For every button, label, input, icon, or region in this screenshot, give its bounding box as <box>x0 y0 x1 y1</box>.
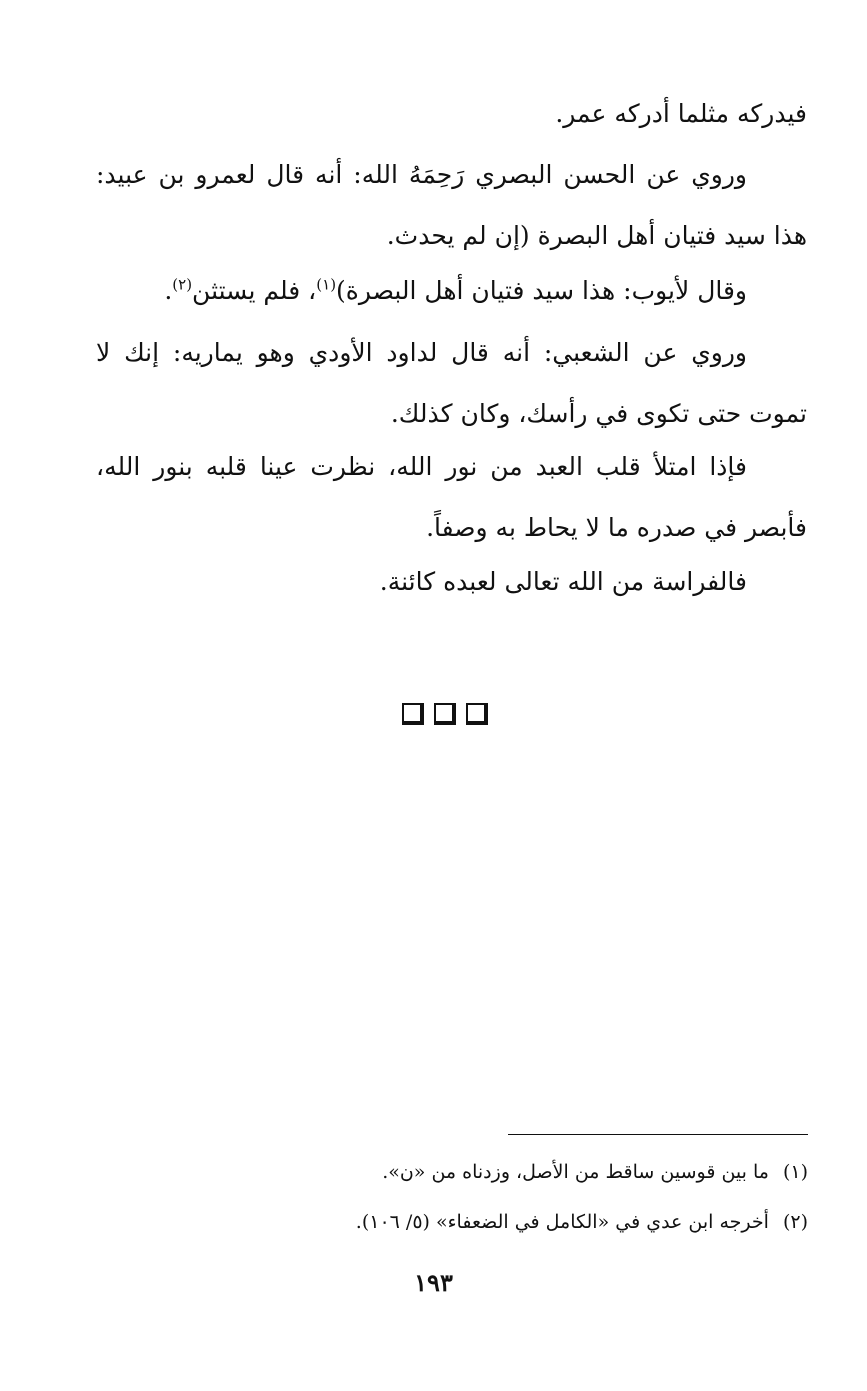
paragraph-4: وروي عن الشعبي: أنه قال لداود الأودي وهو يماريه: إنك لا تموت حتى تكوى في رأسك، وكان كذلك. <box>96 338 807 428</box>
footnote-ref-1: (١) <box>316 275 337 294</box>
paragraph-6: فالفراسة من الله تعالى لعبده كائنة. <box>379 567 747 596</box>
footnote-separator <box>508 1134 808 1135</box>
footnote-1-number: (١) <box>782 1161 808 1183</box>
paragraph-1: فيدركه مثلما أدركه عمر. <box>555 99 807 128</box>
page-number: ١٩٣ <box>414 1268 453 1297</box>
paragraph-5: فإذا امتلأ قلب العبد من نور الله، نظرت عينا قلبه بنور الله، فأبصر في صدره ما لا يحاط به وصفاً. <box>96 452 807 542</box>
paragraph-3 <box>96 260 807 321</box>
footnote-2-number: (٢) <box>782 1211 808 1233</box>
footnote-1 <box>96 1158 808 1186</box>
footnote-ref-2: (٢) <box>172 275 193 294</box>
ornament-square-icon <box>402 703 424 725</box>
paragraph-3-text-middle: ، فلم يستثن <box>192 276 317 305</box>
paragraph-3-text-after: . <box>164 276 173 305</box>
footnote-1-text: ما بين قوسين ساقط من الأصل، وزدناه من «ن». <box>382 1161 769 1183</box>
section-divider-ornament <box>402 703 502 729</box>
footnote-2 <box>96 1208 808 1236</box>
paragraph-3-text-before: وقال لأيوب: هذا سيد فتيان أهل البصرة) <box>336 276 747 305</box>
paragraph-2: وروي عن الحسن البصري رَحِمَهُ الله: أنه قال لعمرو بن عبيد: هذا سيد فتيان أهل البصرة (إن لم يحدث. <box>96 160 807 250</box>
footnote-2-text: أخرجه ابن عدي في «الكامل في الضعفاء» (٥/ ١٠٦). <box>355 1211 769 1233</box>
ornament-square-icon <box>434 703 456 725</box>
ornament-square-icon <box>466 703 488 725</box>
